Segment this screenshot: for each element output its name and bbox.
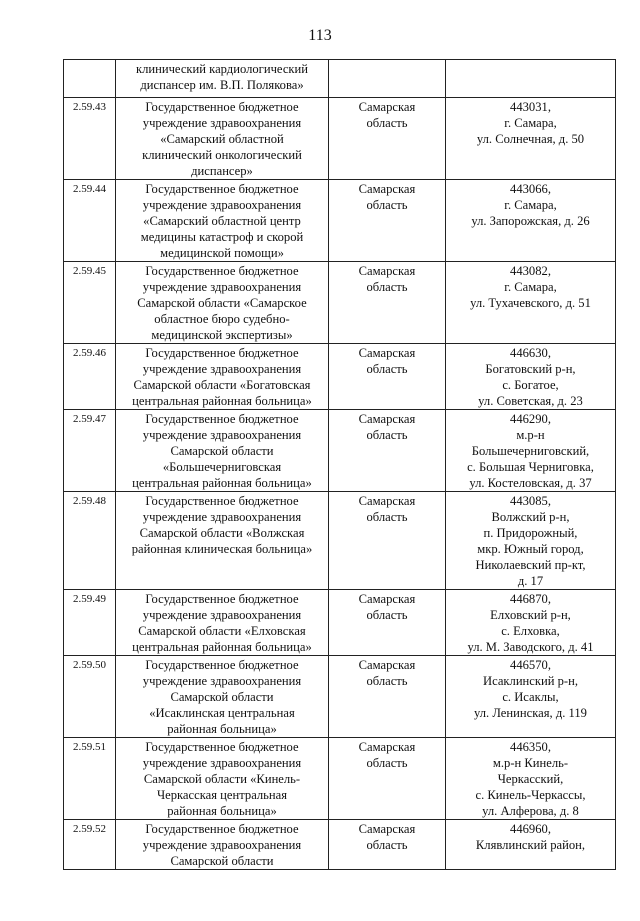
- address-cell: [446, 60, 616, 98]
- region-cell: [329, 98, 446, 180]
- region-line: область: [366, 362, 408, 376]
- address-line: с. Богатое,: [502, 378, 559, 392]
- address-line: г. Самара,: [504, 116, 557, 130]
- address-cell: [446, 738, 616, 820]
- table-row: [64, 656, 616, 738]
- name-line: медицинской экспертизы»: [151, 328, 293, 342]
- address-line: 446630,: [510, 346, 551, 360]
- address-line: д. 17: [517, 574, 544, 588]
- row-number-cell: 2.59.44: [64, 180, 116, 262]
- region-line: область: [366, 510, 408, 524]
- name-line: районная больница»: [167, 722, 277, 736]
- address-line: 443082,: [510, 264, 551, 278]
- address-line: г. Самара,: [504, 198, 557, 212]
- address-line: ул. Тухачевского, д. 51: [470, 296, 591, 310]
- address-line: ул. Солнечная, д. 50: [476, 132, 585, 146]
- name-line: Самарской области: [170, 690, 274, 704]
- institution-name-cell: [116, 590, 329, 656]
- name-line: диспансер им. В.П. Полякова»: [140, 78, 304, 92]
- name-line: учреждение здравоохранения: [142, 756, 302, 770]
- institution-name-cell: [116, 180, 329, 262]
- page-number: 113: [308, 27, 332, 44]
- name-line: учреждение здравоохранения: [142, 362, 302, 376]
- table-row: [64, 492, 616, 590]
- name-line: Самарской области: [170, 854, 274, 868]
- address-line: Исаклинский р-н,: [482, 674, 579, 688]
- address-line: г. Самара,: [504, 280, 557, 294]
- row-number-cell: [64, 60, 116, 98]
- address-line: 446960,: [510, 822, 551, 836]
- institution-name-cell: [116, 656, 329, 738]
- institution-name-cell: [116, 820, 329, 870]
- name-line: медицинской помощи»: [160, 246, 284, 260]
- table-row: [64, 410, 616, 492]
- address-line: 446290,: [510, 412, 551, 426]
- name-line: «Исаклинская центральная: [149, 706, 295, 720]
- region-line: область: [366, 116, 408, 130]
- name-line: медицины катастроф и скорой: [140, 230, 304, 244]
- region-cell: [329, 492, 446, 590]
- address-line: 446570,: [510, 658, 551, 672]
- name-line: центральная районная больница»: [132, 394, 312, 408]
- name-line: Самарской области «Богатовская: [133, 378, 311, 392]
- name-line: Государственное бюджетное: [145, 264, 299, 278]
- table-row: [64, 590, 616, 656]
- address-line: Черкасский,: [497, 772, 564, 786]
- region-cell: [329, 738, 446, 820]
- name-line: Самарской области «Елховская: [138, 624, 306, 638]
- address-cell: [446, 344, 616, 410]
- table-row: [64, 60, 616, 98]
- region-cell: [329, 410, 446, 492]
- address-line: Клявлинский район,: [475, 838, 586, 852]
- name-line: учреждение здравоохранения: [142, 608, 302, 622]
- address-line: Богатовский р-н,: [485, 362, 576, 376]
- name-line: центральная районная больница»: [132, 640, 312, 654]
- institution-name-cell: [116, 492, 329, 590]
- address-line: с. Елховка,: [501, 624, 560, 638]
- region-line: Самарская: [358, 182, 416, 196]
- address-line: с. Исаклы,: [502, 690, 559, 704]
- name-line: клинический онкологический: [142, 148, 302, 162]
- region-line: Самарская: [358, 658, 416, 672]
- address-line: 443085,: [510, 494, 551, 508]
- region-line: область: [366, 198, 408, 212]
- region-line: Самарская: [358, 264, 416, 278]
- region-line: область: [366, 280, 408, 294]
- address-line: ул. Алферова, д. 8: [482, 804, 579, 818]
- region-line: Самарская: [358, 592, 416, 606]
- row-number-cell: 2.59.51: [64, 738, 116, 820]
- table-row: [64, 820, 616, 870]
- address-cell: [446, 410, 616, 492]
- address-line: 446870,: [510, 592, 551, 606]
- institution-name-cell: [116, 98, 329, 180]
- name-line: клинический кардиологический: [135, 62, 309, 76]
- address-line: ул. Советская, д. 23: [478, 394, 583, 408]
- row-number-cell: 2.59.47: [64, 410, 116, 492]
- region-cell: [329, 820, 446, 870]
- region-line: Самарская: [358, 740, 416, 754]
- name-line: учреждение здравоохранения: [142, 510, 302, 524]
- address-line: с. Большая Черниговка,: [467, 460, 594, 474]
- region-cell: [329, 344, 446, 410]
- row-number-cell: 2.59.49: [64, 590, 116, 656]
- address-cell: [446, 590, 616, 656]
- address-cell: [446, 492, 616, 590]
- address-line: Большечерниговский,: [471, 444, 590, 458]
- name-line: Государственное бюджетное: [145, 822, 299, 836]
- name-line: областное бюро судебно-: [154, 312, 290, 326]
- institution-name-cell: [116, 344, 329, 410]
- name-line: Самарской области: [170, 444, 274, 458]
- address-line: ул. Костеловская, д. 37: [469, 476, 592, 490]
- name-line: районная клиническая больница»: [131, 542, 313, 556]
- address-line: 443031,: [510, 100, 551, 114]
- table-row: [64, 262, 616, 344]
- name-line: диспансер»: [191, 164, 253, 178]
- institution-name-cell: [116, 738, 329, 820]
- table-row: [64, 738, 616, 820]
- name-line: Государственное бюджетное: [145, 658, 299, 672]
- institution-name-cell: [116, 60, 329, 98]
- address-line: с. Кинель-Черкассы,: [475, 788, 586, 802]
- table-row: [64, 98, 616, 180]
- region-line: область: [366, 674, 408, 688]
- address-line: м.р-н: [516, 428, 545, 442]
- name-line: центральная районная больница»: [132, 476, 312, 490]
- row-number-cell: 2.59.46: [64, 344, 116, 410]
- name-line: учреждение здравоохранения: [142, 674, 302, 688]
- address-cell: [446, 180, 616, 262]
- name-line: Государственное бюджетное: [145, 494, 299, 508]
- name-line: учреждение здравоохранения: [142, 198, 302, 212]
- region-line: Самарская: [358, 822, 416, 836]
- name-line: Государственное бюджетное: [145, 182, 299, 196]
- name-line: Государственное бюджетное: [145, 346, 299, 360]
- name-line: «Самарский областной: [160, 132, 284, 146]
- name-line: Государственное бюджетное: [145, 740, 299, 754]
- region-line: Самарская: [358, 494, 416, 508]
- address-line: Волжский р-н,: [491, 510, 570, 524]
- row-number-cell: 2.59.52: [64, 820, 116, 870]
- name-line: Черкасская центральная: [156, 788, 288, 802]
- name-line: учреждение здравоохранения: [142, 838, 302, 852]
- name-line: Самарской области «Кинель-: [143, 772, 301, 786]
- region-line: Самарская: [358, 412, 416, 426]
- name-line: «Самарский областной центр: [143, 214, 301, 228]
- table-body: [64, 60, 616, 870]
- address-line: п. Придорожный,: [483, 526, 578, 540]
- institution-name-cell: [116, 410, 329, 492]
- address-line: Николаевский пр-кт,: [475, 558, 586, 572]
- row-number-cell: 2.59.50: [64, 656, 116, 738]
- name-line: Государственное бюджетное: [145, 412, 299, 426]
- region-line: область: [366, 608, 408, 622]
- address-line: 443066,: [510, 182, 551, 196]
- address-line: ул. Запорожская, д. 26: [471, 214, 590, 228]
- name-line: Государственное бюджетное: [145, 592, 299, 606]
- table-row: [64, 180, 616, 262]
- name-line: Государственное бюджетное: [145, 100, 299, 114]
- region-line: область: [366, 756, 408, 770]
- address-cell: [446, 262, 616, 344]
- name-line: «Большечерниговская: [162, 460, 282, 474]
- region-cell: [329, 262, 446, 344]
- region-line: область: [366, 838, 408, 852]
- address-line: ул. Ленинская, д. 119: [474, 706, 587, 720]
- address-line: ул. М. Заводского, д. 41: [467, 640, 594, 654]
- address-line: 446350,: [510, 740, 551, 754]
- address-line: м.р-н Кинель-: [492, 756, 569, 770]
- name-line: Самарской области «Волжская: [139, 526, 305, 540]
- name-line: учреждение здравоохранения: [142, 116, 302, 130]
- region-line: Самарская: [358, 346, 416, 360]
- name-line: учреждение здравоохранения: [142, 428, 302, 442]
- row-number-cell: 2.59.43: [64, 98, 116, 180]
- row-number-cell: 2.59.45: [64, 262, 116, 344]
- table-row: [64, 344, 616, 410]
- address-line: Елховский р-н,: [490, 608, 571, 622]
- name-line: Самарской области «Самарское: [137, 296, 307, 310]
- region-cell: [329, 656, 446, 738]
- address-cell: [446, 820, 616, 870]
- region-cell: [329, 180, 446, 262]
- region-cell: [329, 590, 446, 656]
- name-line: учреждение здравоохранения: [142, 280, 302, 294]
- name-line: районная больница»: [167, 804, 277, 818]
- row-number-cell: 2.59.48: [64, 492, 116, 590]
- institution-name-cell: [116, 262, 329, 344]
- region-line: Самарская: [358, 100, 416, 114]
- region-cell: [329, 60, 446, 98]
- address-line: мкр. Южный город,: [477, 542, 584, 556]
- address-cell: [446, 656, 616, 738]
- address-cell: [446, 98, 616, 180]
- institutions-table: [63, 59, 616, 870]
- region-line: область: [366, 428, 408, 442]
